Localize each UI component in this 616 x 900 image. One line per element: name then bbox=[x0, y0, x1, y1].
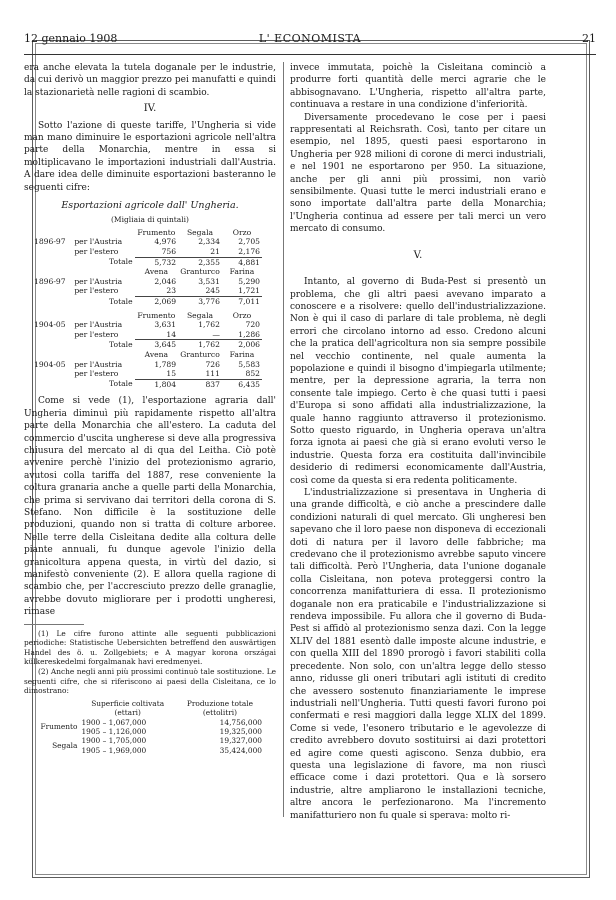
table-title: Esportazioni agricole dall' Ungheria. bbox=[61, 200, 239, 212]
cell: 1900 – 1,705,000 bbox=[81, 736, 147, 746]
col-head: Superficie coltivata bbox=[91, 698, 165, 708]
row-label: per l'estero bbox=[74, 329, 119, 339]
table-row bbox=[28, 718, 264, 727]
row-label: Totale bbox=[109, 296, 133, 306]
exports-table bbox=[32, 228, 262, 390]
cell: 1,286 bbox=[238, 329, 260, 339]
col-head: Granturco bbox=[180, 267, 220, 277]
cell: 14 bbox=[166, 329, 177, 339]
section-heading: IV. bbox=[143, 103, 157, 115]
cell: 1900 – 1,067,000 bbox=[81, 717, 147, 727]
header-date: 12 gennaio 1908 bbox=[24, 32, 118, 45]
cell: 2,705 bbox=[238, 237, 260, 247]
cell: 7,011 bbox=[222, 297, 262, 307]
cell: 1,721 bbox=[238, 286, 260, 296]
paragraph: Diversamente procedevano le cose per i paesi rappresentati al Reichsrath. Così, tanto per citare un esempio, nel 1895, questi paesi esportarono in Ungheria per 928 milioni di corone di merci industriali, e nel 1901 ne esportarono per 950. La situazione, anche per gli anni più prossimi, non variò sensibilmente. Quasi tutte le merci industriali erano e sono importate dall'altra parte della Monarchia; l'Ungheria continua ad essere per tali merci un vero mercato di consumo. bbox=[290, 112, 546, 235]
cell: 14,756,000 bbox=[219, 717, 262, 727]
total-row bbox=[32, 379, 262, 389]
table-row bbox=[32, 277, 262, 287]
left-column bbox=[24, 62, 276, 755]
cell: 245 bbox=[205, 286, 220, 296]
table-header-row bbox=[32, 267, 262, 277]
cell: 15 bbox=[166, 369, 177, 379]
row-label: per l'Austria bbox=[74, 359, 123, 369]
col-unit: (ettari) bbox=[114, 708, 141, 718]
cell: 1905 – 1,126,000 bbox=[81, 727, 147, 737]
cell: 852 bbox=[245, 369, 260, 379]
col-head: Orzo bbox=[232, 310, 252, 320]
col-head: Orzo bbox=[232, 227, 252, 237]
row-label: Totale bbox=[109, 339, 133, 349]
table-unit: (Migliaia di quintali) bbox=[111, 215, 189, 225]
col-head: Produzione totale bbox=[186, 698, 254, 708]
cell: 4,881 bbox=[222, 257, 262, 267]
cell: 3,645 bbox=[135, 340, 178, 350]
col-head: Frumento bbox=[137, 310, 176, 320]
row-label: per l'Austria bbox=[74, 276, 123, 286]
cell: 2,006 bbox=[222, 340, 262, 350]
table-row bbox=[32, 360, 262, 370]
cell: 4,976 bbox=[154, 237, 177, 247]
table-header-row bbox=[32, 228, 262, 238]
table-row bbox=[28, 736, 264, 745]
journal-title: L' ECONOMISTA bbox=[258, 32, 362, 45]
col-head: Granturco bbox=[180, 350, 220, 359]
page-number: 21 bbox=[582, 32, 596, 45]
paragraph: Sotto l'azione di queste tariffe, l'Ungheria si vide man mano diminuire le esportazioni agricole nell'altra parte della Monarchia, mentre in essa si moltiplicavano le importazioni industriali dall'Austria. A dare idea delle diminuite esportazioni basteranno le seguenti cifre: bbox=[24, 120, 276, 193]
paragraph: invece immutata, poichè la Cisleitana cominciò a produrre forti quantità delle merci agrarie che le abbisognavano. L'Ungheria, rispetto all'altra parte, continuava a restare in una condizione d'inferiorità. bbox=[290, 63, 546, 111]
year-cell: 1904-05 bbox=[34, 320, 66, 330]
total-row bbox=[32, 340, 262, 350]
col-head: Segala bbox=[186, 310, 214, 320]
crop-label: Frumento bbox=[40, 722, 78, 732]
cell: 720 bbox=[245, 320, 260, 330]
crop-label: Segala bbox=[52, 741, 78, 751]
cell: 5,583 bbox=[238, 359, 260, 369]
cell: 1,789 bbox=[154, 359, 177, 369]
row-label: per l'estero bbox=[74, 286, 119, 296]
paragraph: L'industrializzazione si presentava in Ungheria di una grande difficoltà, e ciò anche a prescindere dalle condizioni naturali di quel mercato. Gli ungheresi ben sapevano che il loro paese non disponeva di eccezionali doti di natura per il lavoro delle fabbriche; ma credevano che il protezionismo avrebbe saputo vincere tali difficoltà. Però l'Ungheria, data l'unione doganale colla Cisleitana, non poteva proteggersi contro la concorrenza manifatturiera di essa. Il protezionismo doganale non era praticabile e l'industrializzazione si rendeva impossibile. Fu allora che il governo di Buda-Pest si affidò al protezionismo senza dazi. Con la legge XLIV del 1881 esentò dalle imposte alcune industrie, e con quella XIII del 1890 prorogò i favori stabiliti colla precedente. Non solo, con un'altra legge dello stesso anno, ridusse gli oneri tributari agli istituti di credito che avessero sostenuto finanziariamente le imprese industriali nell'Ungheria. Tutti questi favori furono poi confermati e resi maggiori dalla legge XLIX del 1899. Come si vede, l'esonero tributario e le agevolezze di credito avrebbero dovuto sostituirsi ai dazi protettori ed agire come questi agiscono. Senza dubbio, era questa una legislazione di favore, ma non riuscì efficace come i dazi protettori. Qua e là sorsero industrie, altre ampliarono le installazioni tecniche, altre ancora le perfezionarono. Ma l'incremento manifatturiero non fu quale si sperava: molto ri- bbox=[290, 488, 546, 821]
footnote-2: (2) Anche negli anni più prossimi continuò tale sostituzione. Le seguenti cifre, che si riferiscono ai paesi della Cisleitana, ce lo dimostrano: bbox=[24, 667, 276, 696]
col-head: Segala bbox=[186, 227, 214, 237]
cell: 2,334 bbox=[198, 237, 220, 247]
cell: 19,327,000 bbox=[219, 736, 262, 746]
table-row bbox=[32, 237, 262, 247]
row-label: per l'estero bbox=[74, 247, 119, 257]
cell: 23 bbox=[166, 286, 177, 296]
cell: 2,046 bbox=[154, 276, 177, 286]
row-label: per l'Austria bbox=[74, 237, 123, 247]
cell: 111 bbox=[205, 369, 220, 379]
row-label: per l'Austria bbox=[74, 320, 123, 330]
header-rule bbox=[24, 54, 596, 55]
column-divider bbox=[283, 62, 284, 817]
cell: 1,762 bbox=[198, 320, 220, 330]
paragraph: era anche elevata la tutela doganale per le industrie, da cui derivò un maggior prezzo pei manufatti e quindi la stazionarietà nelle ragioni di scambio. bbox=[24, 63, 276, 98]
paragraph: Come si vede (1), l'esportazione agraria dall' Ungheria diminuì più rapidamente rispetto all'altra parte della Monarchia che all'estero. La caduta del commercio d'uscita ungherese si deve alla progressiva chiusura del mercato al di qua del Leitha. Ciò potè avvenire perchè l'inizio del protezionismo agrario, avutosi colla tariffa del 1887, rese conveniente la coltura granaria anche a quelle parti della Monarchia, che prima si servivano dai territori della corona di S. Stefano. Non difficile è la sostituzione delle produzioni, quando non si tratta di colture arboree. Nelle terre della Cisleitana dedite alla coltura delle piante annuali, fu dunque agevole l'inizio della granicoltura appena questa, in virtù del dazio, si manifestò conveniente (2). E allora quella ragione di scambio che, per l'accresciuto prezzo delle granaglie, avrebbe dovuto migliorare per i prodotti ungheresi, rimase bbox=[24, 396, 276, 618]
year-cell: 1896-97 bbox=[34, 237, 66, 247]
cell: 5,290 bbox=[238, 276, 260, 286]
cell: 837 bbox=[178, 379, 222, 389]
cell: 756 bbox=[161, 247, 177, 257]
table-header-row bbox=[32, 350, 262, 360]
footnote-rule bbox=[24, 624, 84, 625]
cell: 3,631 bbox=[154, 320, 177, 330]
cell: 6,435 bbox=[222, 379, 262, 389]
paragraph: Intanto, al governo di Buda-Pest si presentò un problema, che gli altri paesi avevano imparato a conoscere e a risolvere: quello dell'industrializzazione. Non è qui il caso di parlare di tale problema, nè degli errori che circolano intorno ad esso. Credono alcuni che la pratica dell'agricoltura non sia sempre possibile nel vecchio continente, nel quale aumenta la popolazione e quindi il bisogno d'impiegarla utilmente; mentre, per la depressione agraria, la terra non consente tale impiego. Certo è che quasi tutti i paesi d'Europa si sono affidati alla industrializzazione, la quale hanno raggiunto attraverso il protezionismo. Sotto questo riguardo, in Ungheria operava un'altra forza ignota ai paesi che già si erano evoluti verso le industrie. Questa forza era costituita dall'invincibile desiderio di redimersi economicamente dall'Austria, così come da questa si era redenta politicamente. bbox=[290, 277, 546, 486]
table-row bbox=[32, 320, 262, 330]
cell: 2,069 bbox=[135, 297, 178, 307]
year-cell: 1904-05 bbox=[34, 359, 66, 369]
page-header bbox=[24, 32, 596, 48]
total-row bbox=[32, 297, 262, 307]
col-head: Farina bbox=[229, 350, 255, 359]
cell: 726 bbox=[205, 359, 220, 369]
cell: 3,776 bbox=[178, 297, 222, 307]
cell: 21 bbox=[210, 247, 220, 257]
section-heading: V. bbox=[413, 249, 423, 261]
year-cell: 1896-97 bbox=[34, 276, 66, 286]
footnote-1: (1) Le cifre furono attinte alle seguenti pubblicazioni periodiche: Statistische Uebersichten betreffend den auswärtigen Handel des ö. u. Zollgebiets; e A magyar korona országai külkereskedelmi forgalmanak havi eredmenyei. bbox=[24, 628, 276, 667]
cell: 3,531 bbox=[198, 276, 220, 286]
col-head: Farina bbox=[229, 267, 255, 277]
cell: — bbox=[212, 329, 220, 339]
cell: 5,732 bbox=[135, 257, 178, 267]
row-label: Totale bbox=[109, 379, 133, 389]
cell: 19,325,000 bbox=[219, 727, 262, 737]
col-head: Avena bbox=[144, 350, 169, 359]
cell: 1905 – 1,969,000 bbox=[81, 745, 147, 755]
cell: 35,424,000 bbox=[219, 745, 262, 755]
total-row bbox=[32, 257, 262, 267]
cell: 2,176 bbox=[238, 247, 260, 257]
right-column bbox=[290, 62, 546, 822]
cisleitana-table bbox=[28, 699, 264, 755]
row-label: Totale bbox=[109, 257, 133, 267]
table-header-row bbox=[32, 311, 262, 321]
col-head: Avena bbox=[144, 267, 169, 277]
row-label: per l'estero bbox=[74, 369, 119, 379]
cell: 2,355 bbox=[178, 257, 222, 267]
cell: 1,804 bbox=[135, 379, 178, 389]
cell: 1,762 bbox=[178, 340, 222, 350]
col-head: Frumento bbox=[137, 227, 176, 237]
col-unit: (ettolitri) bbox=[202, 708, 238, 718]
